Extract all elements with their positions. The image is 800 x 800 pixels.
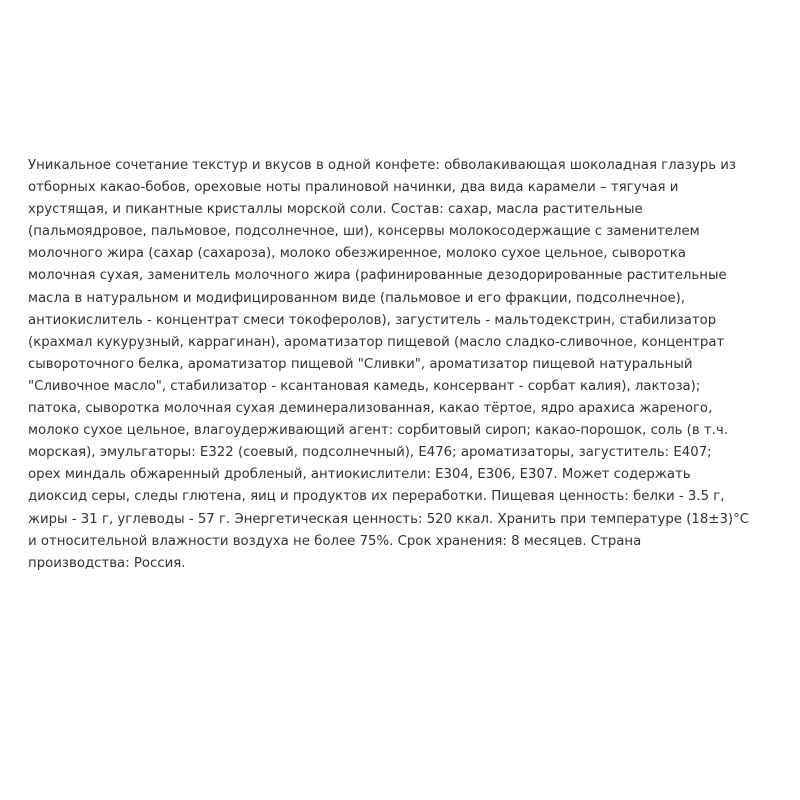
description-line: отборных какао-бобов, ореховые ноты пралиновой начинки, два вида карамели – тягучая и <box>28 180 679 196</box>
description-line: сывороточного белка, ароматизатор пищевой "Сливки", ароматизатор пищевой натуральный <box>28 356 693 372</box>
description-line: жиры - 31 г, углеводы - 57 г. Энергетическая ценность: 520 ккал. Хранить при температуре (18±3)°С <box>28 511 750 527</box>
description-line: молочного жира (сахар (сахароза), молоко обезжиренное, молоко сухое цельное, сыворотка <box>28 246 686 262</box>
description-line: (пальмоядровое, пальмовое, подсолнечное, ши), консервы молокосодержащие с заменителем <box>28 224 700 240</box>
description-line: диоксид серы, следы глютена, яиц и продуктов их переработки. Пищевая ценность: белки - 3.5 г, <box>28 489 725 505</box>
product-description <box>28 155 778 575</box>
description-line: Уникальное сочетание текстур и вкусов в одной конфете: обволакивающая шоколадная глазурь из <box>28 158 736 173</box>
description-line: морская), эмульгаторы: Е322 (соевый, подсолнечный), Е476; ароматизаторы, загуститель: Е407; <box>28 445 712 461</box>
description-line: "Сливочное масло", стабилизатор - ксантановая камедь, консервант - сорбат калия), лактоза); <box>28 378 701 394</box>
description-line: хрустящая, и пикантные кристаллы морской соли. Состав: сахар, масла растительные <box>28 202 643 218</box>
description-line: молоко сухое цельное, влагоудерживающий агент: сорбитовый сироп; какао-порошок, соль (в т.ч. <box>28 423 728 439</box>
description-line: антиокислитель - концентрат смеси токоферолов), загуститель - мальтодекстрин, стабилизатор <box>28 312 717 328</box>
description-line: молочная сухая, заменитель молочного жира (рафинированные дезодорированные растительные <box>28 268 727 284</box>
description-line: (крахмал кукурузный, каррагинан), ароматизатор пищевой (масло сладко-сливочное, концентрат <box>28 334 725 350</box>
description-line: орех миндаль обжаренный дробленый, антиокислители: Е304, Е306, Е307. Может содержать <box>28 467 691 483</box>
description-line: патока, сыворотка молочная сухая деминерализованная, какао тёртое, ядро арахиса жареного, <box>28 401 713 417</box>
description-line: и относительной влажности воздуха не более 75%. Срок хранения: 8 месяцев. Страна <box>28 533 642 549</box>
description-line: производства: Россия. <box>28 555 186 571</box>
description-line: масла в натуральном и модифицированном виде (пальмовое и его фракции, подсолнечное), <box>28 290 686 306</box>
